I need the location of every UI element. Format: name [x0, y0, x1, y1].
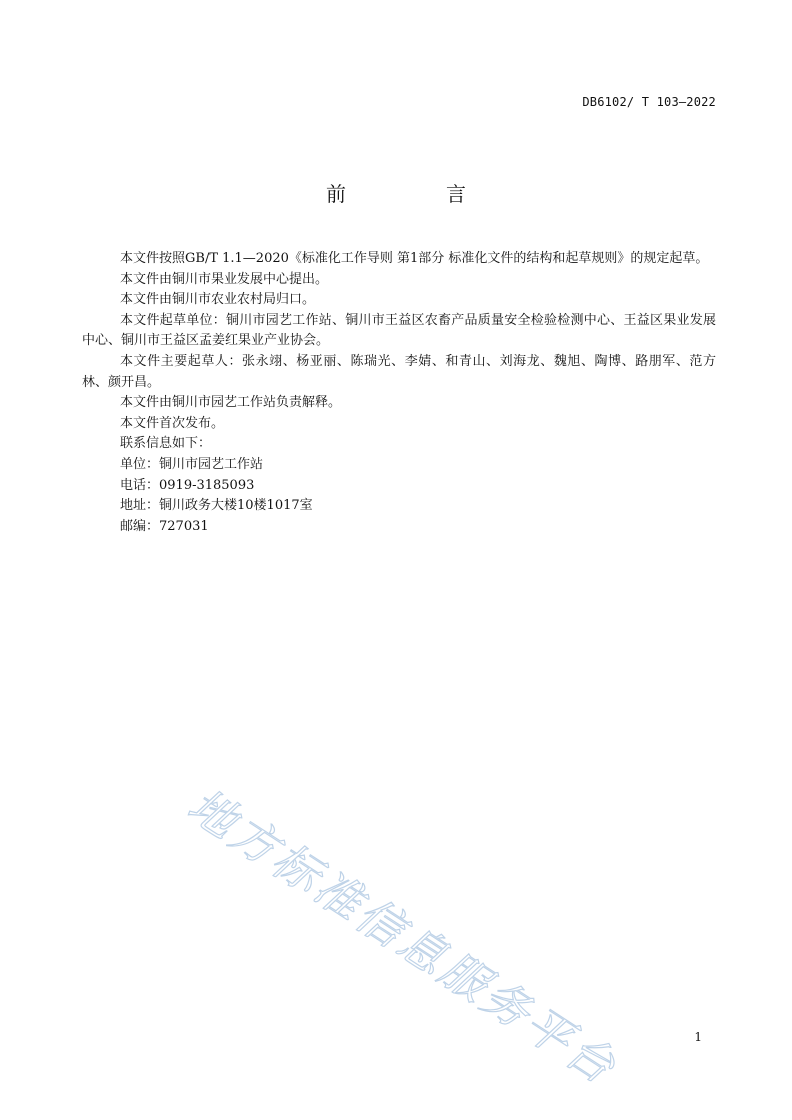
paragraph-drafting-basis: 本文件按照GB/T 1.1—2020《标准化工作导则 第1部分 标准化文件的结构和起草规则》的规定起草。 — [120, 251, 709, 266]
paragraph-proposer: 本文件由铜川市果业发展中心提出。 — [120, 271, 329, 287]
contact-unit: 单位：铜川市园艺工作站 — [120, 456, 264, 472]
paragraph-main-drafters: 本文件主要起草人：张永翊、杨亚丽、陈瑞光、李婧、和青山、刘海龙、魏旭、陶博、路朋军、范方林、颜开昌。 — [82, 353, 716, 390]
page-number: 1 — [694, 1030, 702, 1044]
contact-phone: 电话：0919-3185093 — [120, 477, 255, 493]
paragraph-contact-heading: 联系信息如下： — [120, 436, 212, 452]
paragraph-first-release: 本文件首次发布。 — [120, 415, 225, 431]
paragraph-interpretation: 本文件由铜川市园艺工作站负责解释。 — [120, 395, 342, 411]
document-code: DB6102/ T 103—2022 — [582, 95, 716, 109]
paragraph-centralized-by: 本文件由铜川市农业农村局归口。 — [120, 292, 316, 308]
contact-address: 地址：铜川政务大楼10楼1017室 — [120, 498, 313, 514]
watermark: 地方标准信息服务平台 — [178, 777, 628, 1096]
contact-postcode: 邮编：727031 — [120, 518, 209, 534]
paragraph-drafting-units: 本文件起草单位：铜川市园艺工作站、铜川市王益区农畜产品质量安全检验检测中心、王益区果业发展中心、铜川市王益区孟姜红果业产业协会。 — [82, 312, 716, 349]
page-title: 前 言 — [326, 182, 506, 206]
document-body — [82, 249, 716, 537]
